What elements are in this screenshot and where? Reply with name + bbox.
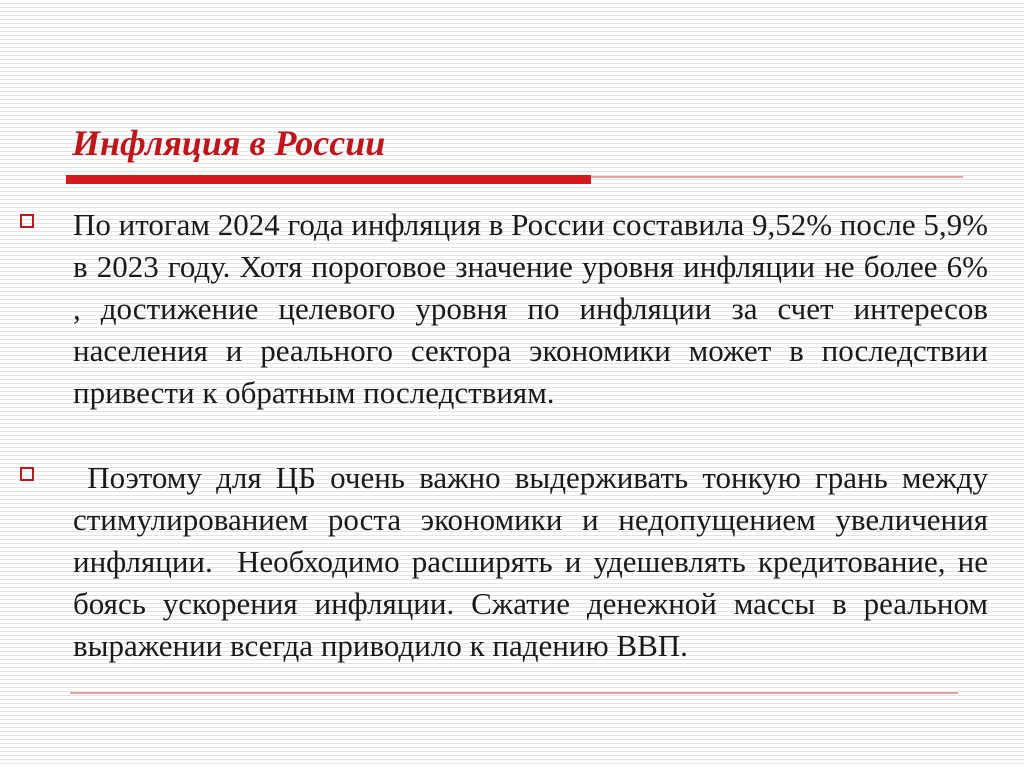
slide-title: Инфляция в России: [72, 123, 386, 163]
square-bullet-icon: [20, 214, 34, 228]
bullet-text: По итогам 2024 года инфляция в России составила 9,52% после 5,9% в 2023 году. Хотя пороговое значение уровня инфляции не более 6% , достижение целевого уровня по инфляции за счет интересов населения и реального сектора экономики может в последствии привести к обратным последствиям.: [73, 207, 988, 410]
bullet-text: Поэтому для ЦБ очень важно выдерживать тонкую грань между стимулированием роста экономики и недопущением увеличения инфляции. Необходимо расширять и удешевлять кредитование, не боясь ускорения инфляции. Сжатие денежной массы в реальном выражении всегда приводило к падению ВВП.: [73, 460, 996, 663]
square-bullet-icon: [20, 467, 34, 481]
bottom-rule-line: [70, 692, 958, 694]
title-rule-line: [591, 176, 963, 178]
title-accent-bar: [66, 175, 591, 184]
bullet-item: [20, 204, 988, 414]
bullet-item: [20, 457, 996, 667]
